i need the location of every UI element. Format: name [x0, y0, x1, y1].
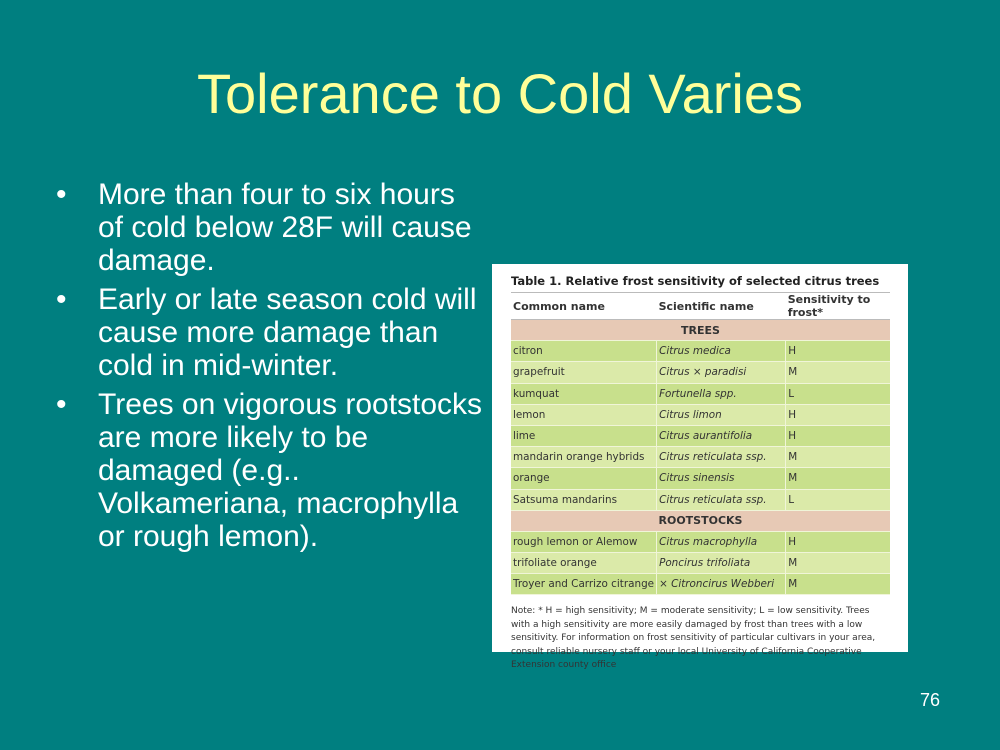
common-name-cell: Satsuma mandarins [511, 489, 657, 510]
scientific-name-cell: Citrus limon [657, 404, 786, 425]
bullet-marker: • [56, 178, 67, 211]
bullet-item [56, 388, 486, 553]
section-label: ROOTSTOCKS [511, 510, 890, 531]
scientific-name-cell: Poncirus trifoliata [657, 553, 786, 574]
column-header: Scientific name [657, 293, 786, 320]
common-name-cell: kumquat [511, 383, 657, 404]
sensitivity-cell: H [786, 341, 890, 362]
slide-title: Tolerance to Cold Varies [197, 62, 803, 125]
sensitivity-cell: H [786, 425, 890, 446]
common-name-cell: mandarin orange hybrids [511, 447, 657, 468]
table-row [511, 341, 890, 362]
common-name-cell: trifoliate orange [511, 553, 657, 574]
scientific-name-cell: Citrus reticulata ssp. [657, 447, 786, 468]
bullet-marker: • [56, 283, 67, 316]
column-header: Sensitivity to frost* [786, 293, 890, 320]
table-row [511, 553, 890, 574]
scientific-name-cell: Citrus × paradisi [657, 362, 786, 383]
scientific-name-cell: Citrus reticulata ssp. [657, 489, 786, 510]
table-row [511, 362, 890, 383]
sensitivity-cell: L [786, 489, 890, 510]
table-row [511, 425, 890, 446]
bullet-text: More than four to six hours of cold below 28F will cause damage. [98, 178, 472, 277]
scientific-name-cell: Citrus macrophylla [657, 531, 786, 552]
table-caption: Table 1. Relative frost sensitivity of selected citrus trees [511, 274, 880, 288]
frost-sensitivity-table [511, 292, 890, 595]
table-row [511, 489, 890, 510]
scientific-name-cell: Citrus medica [657, 341, 786, 362]
table-row [511, 404, 890, 425]
bullet-text: Early or late season cold will cause more damage than cold in mid-winter. [98, 283, 477, 382]
sensitivity-cell: M [786, 553, 890, 574]
sensitivity-cell: H [786, 531, 890, 552]
scientific-name-cell: × Citroncirus Webberi [657, 574, 786, 595]
table-row [511, 468, 890, 489]
table-note: Note: * H = high sensitivity; M = moderate sensitivity; L = low sensitivity. Trees with a high sensitivity are more easily damaged by frost than trees with a low sensitivity. For information on frost sensitivity of particular cultivars in your area, consult reliable nursery staff or your local University of California Cooperative Extension county office [511, 606, 876, 671]
sensitivity-cell: M [786, 574, 890, 595]
common-name-cell: orange [511, 468, 657, 489]
table-row [511, 447, 890, 468]
scientific-name-cell: Citrus aurantifolia [657, 425, 786, 446]
table-row [511, 574, 890, 595]
table-section-row [511, 320, 890, 341]
frost-table-image [492, 264, 908, 671]
bullet-text: Trees on vigorous rootstocks are more likely to be damaged (e.g.. Volkameriana, macrophylla or rough lemon). [98, 388, 483, 553]
table-header-row [511, 293, 890, 320]
bullet-marker: • [56, 388, 67, 421]
scientific-name-cell: Citrus sinensis [657, 468, 786, 489]
table-body [511, 320, 890, 595]
common-name-cell: rough lemon or Alemow [511, 531, 657, 552]
table-section-row [511, 510, 890, 531]
table-row [511, 383, 890, 404]
common-name-cell: grapefruit [511, 362, 657, 383]
bullet-item [56, 283, 486, 382]
sensitivity-cell: M [786, 362, 890, 383]
sensitivity-cell: M [786, 468, 890, 489]
sensitivity-cell: L [786, 383, 890, 404]
bullet-item [56, 178, 486, 277]
bullet-list [56, 178, 486, 559]
common-name-cell: Troyer and Carrizo citrange [511, 574, 657, 595]
sensitivity-cell: M [786, 447, 890, 468]
common-name-cell: citron [511, 341, 657, 362]
common-name-cell: lime [511, 425, 657, 446]
sensitivity-cell: H [786, 404, 890, 425]
table-row [511, 531, 890, 552]
section-label: TREES [511, 320, 890, 341]
column-header: Common name [511, 293, 657, 320]
scientific-name-cell: Fortunella spp. [657, 383, 786, 404]
slide-number: 76 [919, 690, 941, 710]
common-name-cell: lemon [511, 404, 657, 425]
